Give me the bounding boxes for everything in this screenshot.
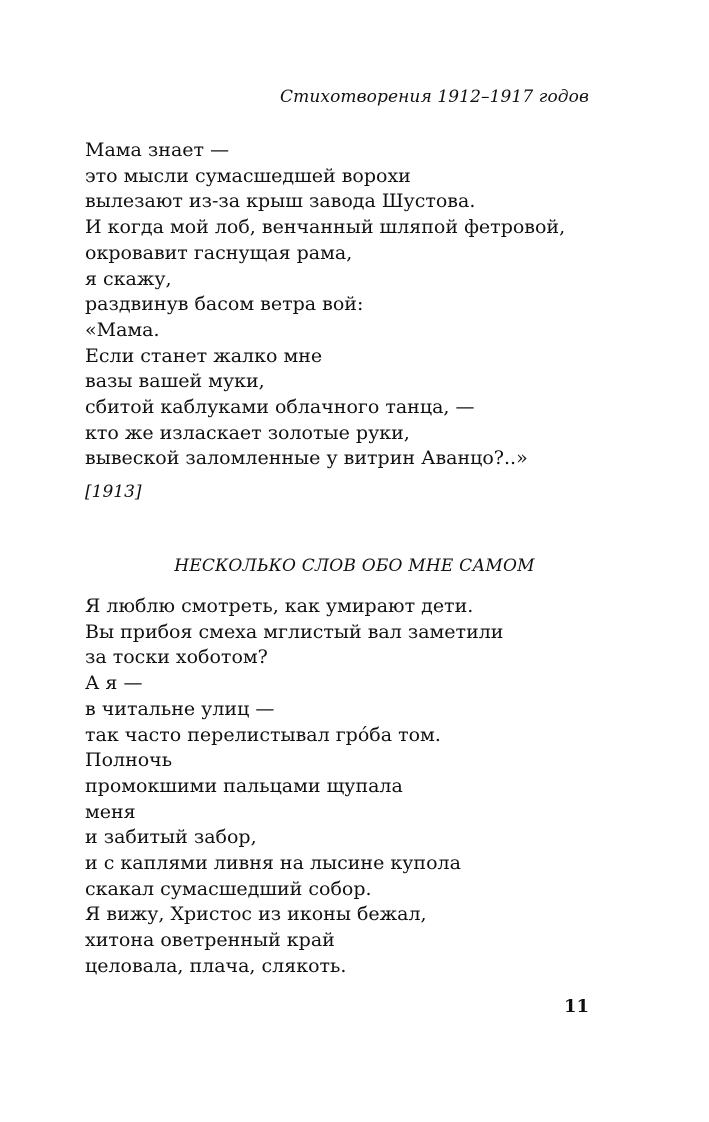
poem-body [85,594,605,980]
poem-line: Если станет жалко мне [85,344,323,367]
poem-line: в читальне улиц — [85,697,275,720]
poem-line: так часто перелистывал гро́ба том. [85,723,441,746]
poem-line: Я люблю смотреть, как умирают дети. [85,595,474,617]
poem-line: это мысли сумасшедшей ворохи [85,164,411,187]
poem-line: Вы прибоя смеха мглистый вал заметили [85,620,504,643]
poem-line: я скажу, [85,267,172,290]
running-head: Стихотворения 1912–1917 годов [280,87,589,107]
poem-line: Я вижу, Христос из иконы бежал, [85,903,427,926]
poem-line: и забитый забор, [85,826,257,849]
poem-line: раздвинув басом ветра вой: [85,293,364,316]
poem-line: целовала, плача, слякоть. [85,954,347,977]
poem-line: вазы вашей муки, [85,370,265,393]
poem-line: меня [85,800,136,823]
poem-line: вылезают из-за крыш завода Шустова. [85,190,476,213]
poem-line: И когда мой лоб, венчанный шляпой фетровой, [85,216,566,239]
poem-continuation [85,138,605,472]
poem-line: сбитой каблуками облачного танца, — [85,396,475,419]
poem-line: Полночь [85,749,173,772]
poem-line: кто же изласкает золотые руки, [85,421,410,444]
poem-line: окровавит гаснущая рама, [85,241,353,264]
poem-line: и с каплями ливня на лысине купола [85,852,461,875]
poem-line: Мама знает — [85,139,230,161]
poem-line: «Мама. [85,318,160,341]
poem-line: скакал сумасшедший собор. [85,877,372,900]
page-number: 11 [563,996,589,1017]
poem-line: вывеской заломленные у витрин Аванцо?..» [85,447,528,470]
poem-date: [1913] [85,482,142,502]
poem-line: А я — [85,672,143,695]
poem-line: хитона оветренный край [85,929,335,952]
poem-title: НЕСКОЛЬКО СЛОВ ОБО МНЕ САМОМ [174,556,535,576]
poem-line: промокшими пальцами щупала [85,774,403,797]
poem-line: за тоски хоботом? [85,646,268,669]
